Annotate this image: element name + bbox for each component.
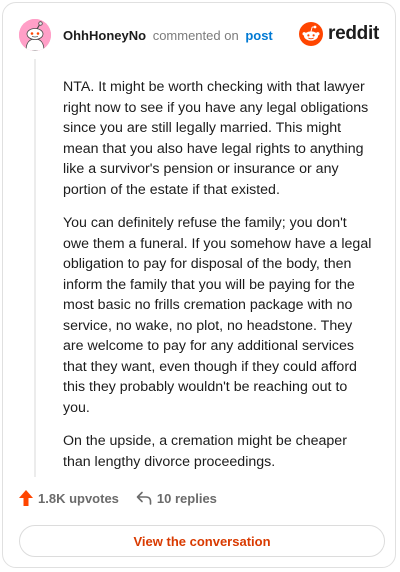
- upvote-button[interactable]: [19, 490, 119, 506]
- user-avatar[interactable]: [19, 19, 51, 51]
- reply-button[interactable]: [136, 491, 217, 506]
- comment-body: [63, 77, 375, 485]
- upvote-count: 1.8K upvotes: [38, 490, 119, 506]
- reddit-wordmark: reddit: [328, 23, 379, 44]
- reply-arrow-icon: [136, 491, 152, 505]
- comment-card: [2, 2, 396, 568]
- upvote-arrow-icon: [19, 490, 33, 506]
- post-link[interactable]: post: [245, 28, 273, 43]
- action-text: commented on: [152, 28, 239, 43]
- reddit-snoo-icon: [299, 22, 323, 46]
- reply-count: 10 replies: [156, 490, 217, 506]
- comment-header: [63, 28, 273, 43]
- comment-paragraph-2: You can definitely refuse the family; you don't owe them a funeral. If you somehow have a legal obligation to pay for disposal of the body, then inform the family that you will be paying for the most basic no frills cremation package with no service, no wake, no plot, no headstone. They are welcome to pay for any additional services that they want, even though if they could afford this they probably wouldn't be reaching out to you.: [63, 215, 372, 416]
- thread-line: [34, 59, 36, 477]
- comment-actions: [19, 490, 217, 506]
- view-conversation-button[interactable]: View the conversation: [19, 525, 385, 557]
- comment-paragraph-3: On the upside, a cremation might be cheaper than lengthy divorce proceedings.: [63, 433, 347, 470]
- comment-paragraph-1: NTA. It might be worth checking with that lawyer right now to see if you have any legal obligations since you are still legally married. This might mean that you also have legal rights to anything like a survivor's pension or insurance or any portion of the estate if that existed.: [63, 79, 369, 198]
- snoo-avatar-icon: [19, 19, 51, 51]
- username[interactable]: OhhHoneyNo: [63, 28, 147, 43]
- reddit-logo[interactable]: [299, 22, 379, 46]
